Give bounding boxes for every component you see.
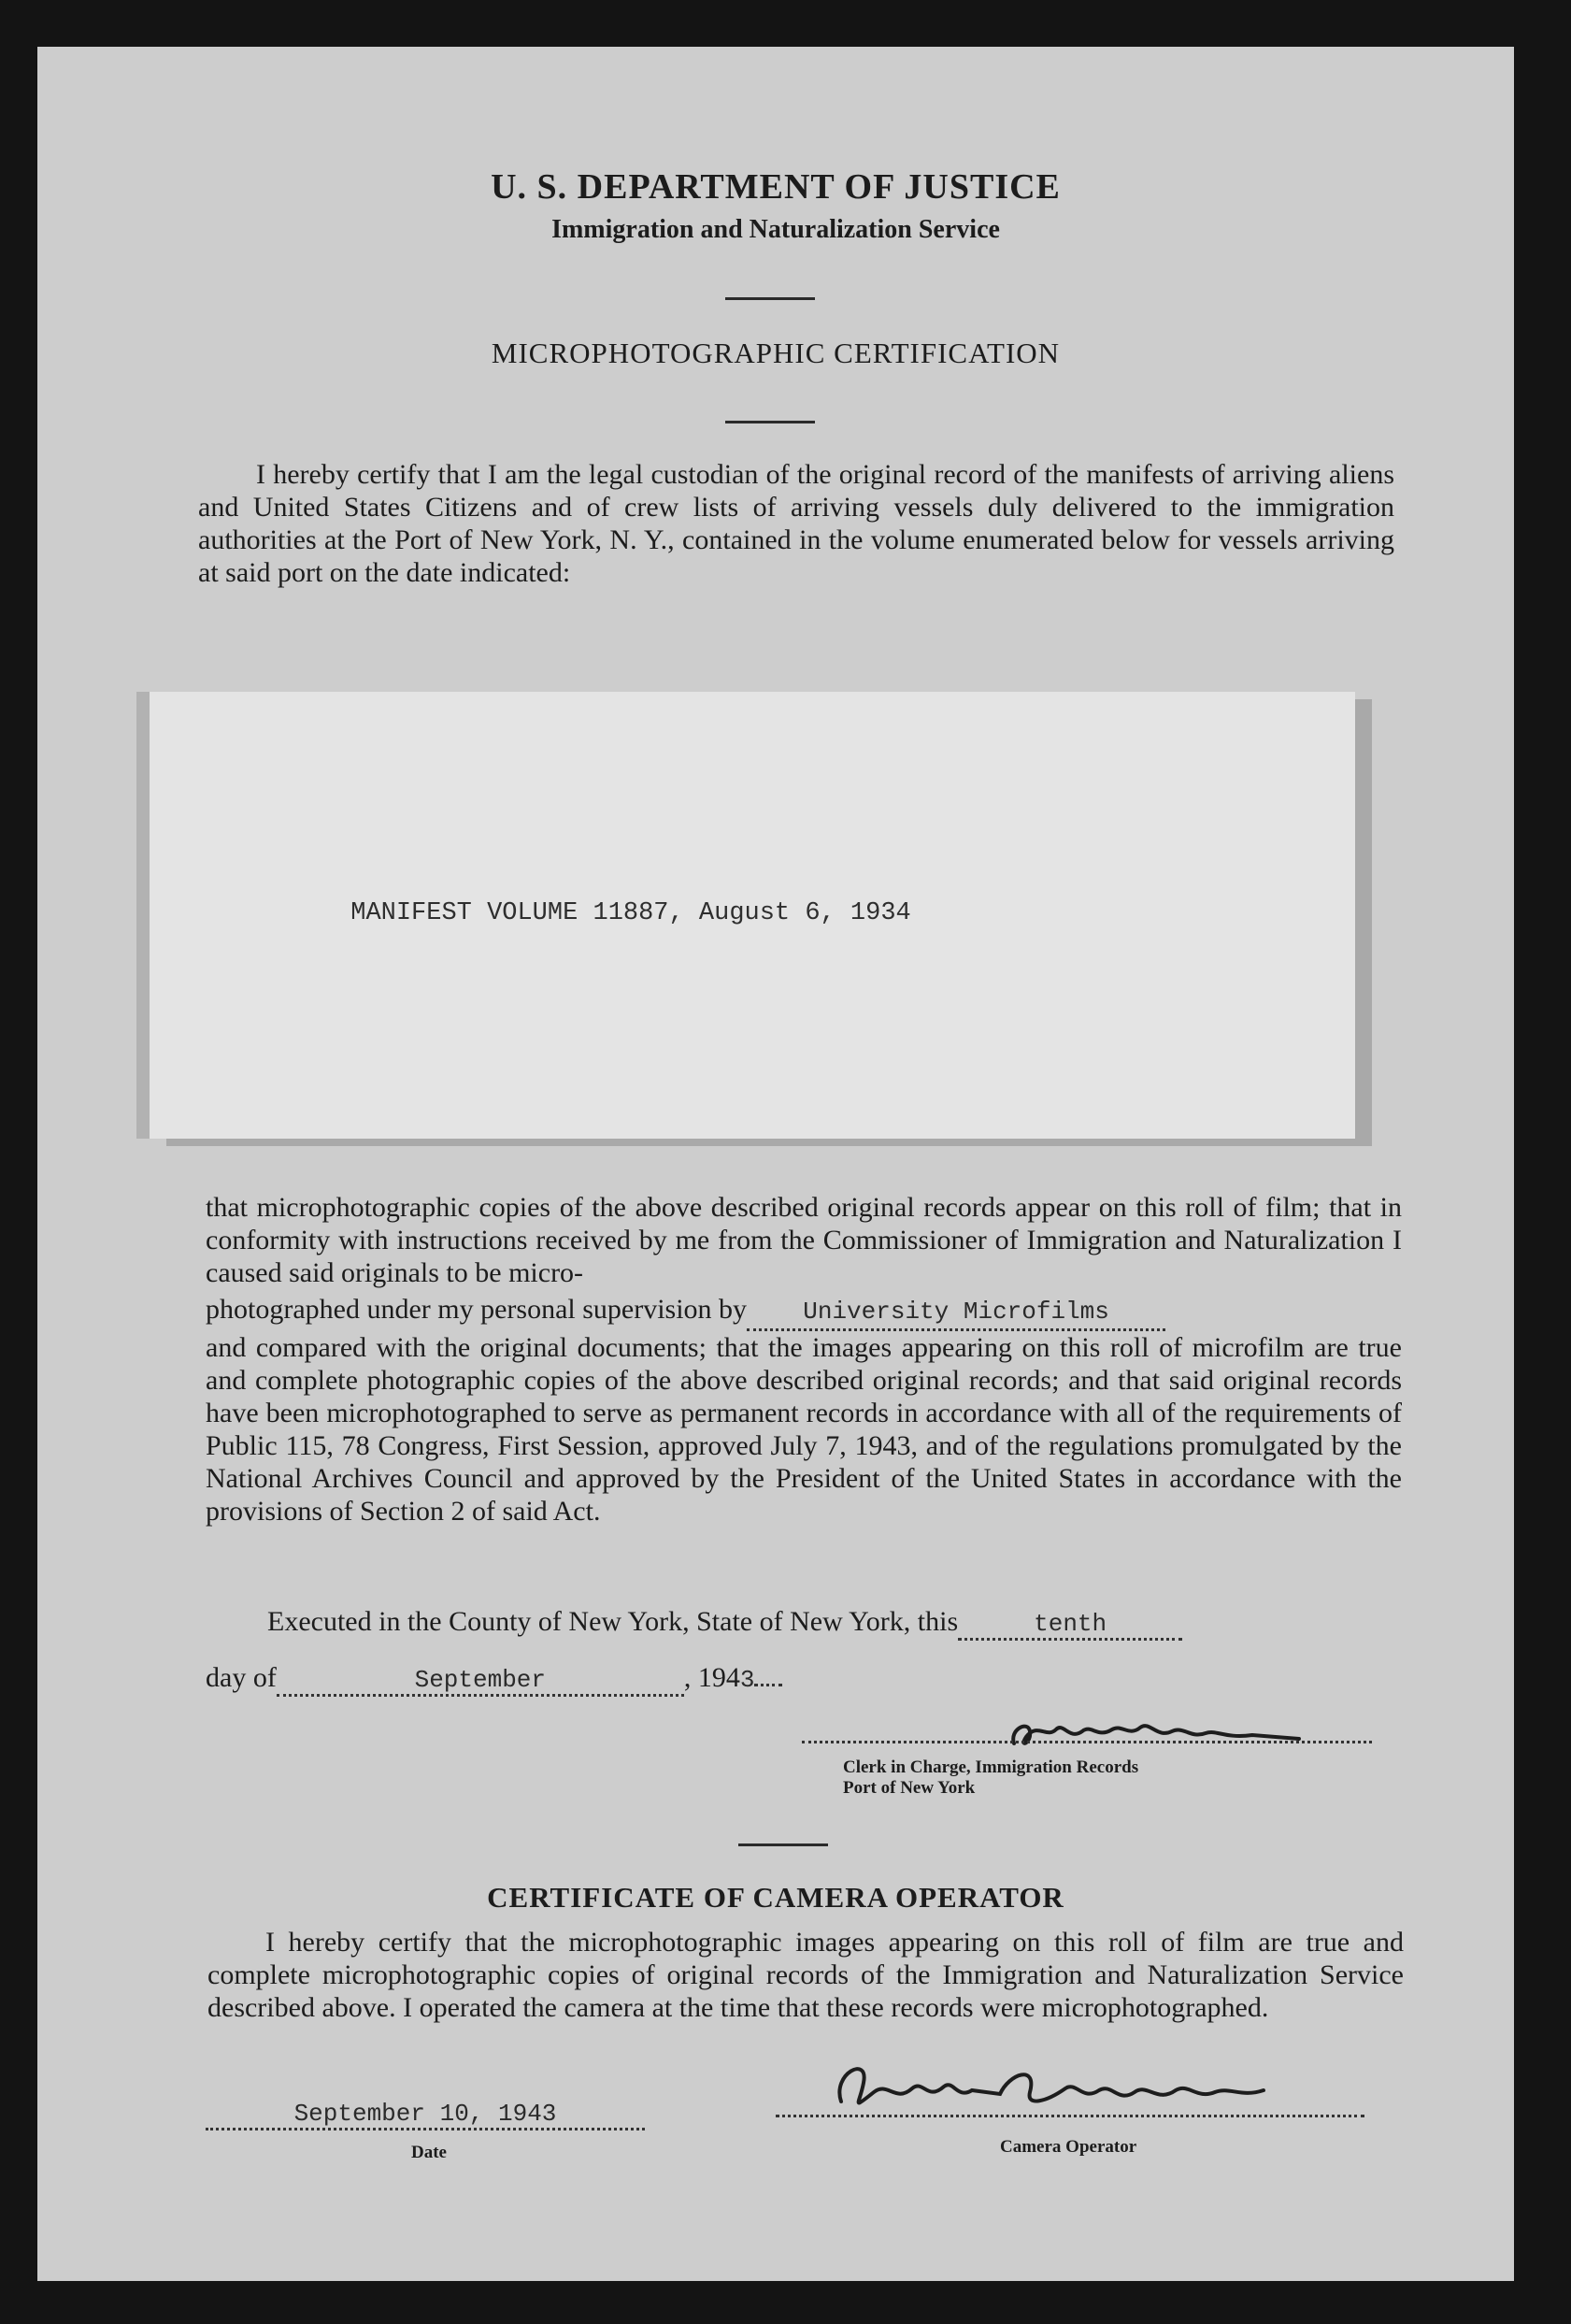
manifest-volume-text: MANIFEST VOLUME 11887, August 6, 1934 (350, 899, 911, 927)
operator-label: Camera Operator (1000, 2137, 1137, 2157)
day-of-label: day of (206, 1662, 277, 1693)
photographer-value: University Microfilms (803, 1298, 1109, 1326)
year-prefix: , 194 (683, 1662, 740, 1693)
clerk-title (843, 1757, 1138, 1799)
execution-line (267, 1606, 1182, 1641)
department-heading: U. S. DEPARTMENT OF JUSTICE (491, 167, 1061, 207)
body-line1: that microphotographic copies of the above described original records appear on this roll of film; that in conformity with instructions received by me from the Commissioner of Immigration and Naturalization I caused said originals to be micro- (206, 1192, 1402, 1288)
camera-date-value: September 10, 1943 (293, 2100, 557, 2128)
operator-signature-line (776, 2115, 1364, 2117)
service-subheading: Immigration and Naturalization Service (551, 215, 1000, 244)
camera-paragraph (207, 1926, 1404, 2024)
camera-heading: CERTIFICATE OF CAMERA OPERATOR (487, 1881, 1064, 1914)
body-rest: and compared with the original documents; that the images appearing on this roll of microfilm are true and complete photographic copies of the above described original records; and that said original records have been microphotographed to serve as permanent records in accordance with all of the requirements of Public 115, 78 Congress, First Session, approved July 7, 1943, and of the regulations promulgated by the National Archives Council and approved by the President of the United States in accordance with the provisions of Section 2 of said Act. (206, 1332, 1402, 1527)
camera-text: I hereby certify that the microphotographic images appearing on this roll of film are true and complete microphotographic copies of original records of the Immigration and Naturalization Service described above. I operated the camera at the time that these records were microphotographed. (207, 1927, 1404, 2023)
clerk-signature (972, 1692, 1364, 1767)
camera-date-label: Date (411, 2143, 447, 2162)
year-digit: 3 (739, 1666, 755, 1694)
divider (725, 297, 815, 300)
execution-prefix: Executed in the County of New York, State of New York, this (267, 1606, 959, 1637)
execution-day: tenth (1034, 1610, 1107, 1638)
intro-paragraph (198, 458, 1394, 589)
camera-date-line (206, 2100, 645, 2130)
manifest-slip (150, 692, 1355, 1139)
intro-text: I hereby certify that I am the legal custodian of the original record of the manifests of arriving aliens and United States Citizens and of crew lists of arriving vessels duly delivered to the immigration authorities at the Port of New York, N. Y., contained in the volume enumerated below for vessels arriving at said port on the date indicated: (198, 459, 1394, 588)
divider (738, 1843, 828, 1846)
body-paragraph (206, 1191, 1402, 1528)
divider (725, 421, 815, 423)
date-line (206, 1662, 782, 1697)
execution-month: September (414, 1666, 547, 1694)
clerk-title-text: Clerk in Charge, Immigration Records (843, 1757, 1139, 1777)
clerk-signature-line (802, 1741, 1372, 1743)
certificate-sheet (37, 47, 1514, 2281)
certification-title: MICROPHOTOGRAPHIC CERTIFICATION (491, 337, 1061, 369)
body-line2-prefix: photographed under my personal supervision by (206, 1294, 748, 1325)
clerk-port-text: Port of New York (843, 1778, 976, 1798)
